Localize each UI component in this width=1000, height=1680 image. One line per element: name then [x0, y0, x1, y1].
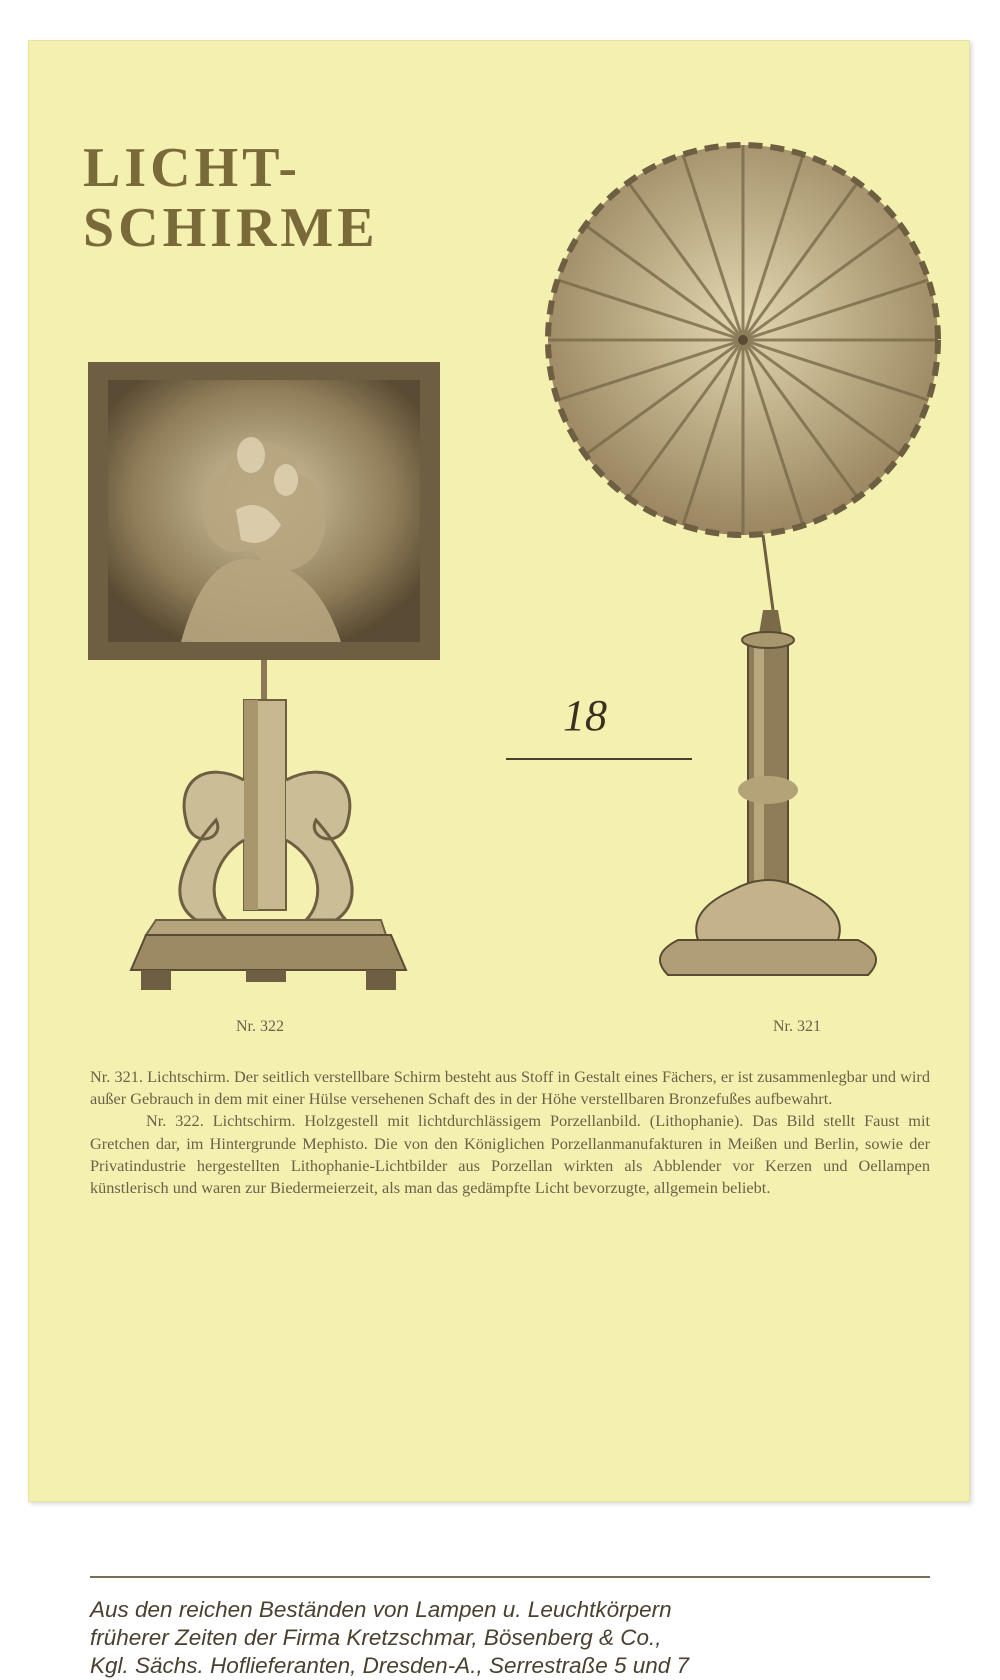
page-number: 18: [563, 691, 607, 740]
imprint-line-2: früherer Zeiten der Firma Kretzschmar, Bösenberg & Co.,: [90, 1625, 662, 1650]
imprint-line-1: Aus den reichen Beständen von Lampen u. Leuchtkörpern: [90, 1597, 672, 1622]
caption-nr-322: Nr. 322: [236, 1018, 284, 1035]
description-text: [90, 1066, 930, 1199]
footer-divider: [90, 1576, 930, 1578]
title-line-1: LICHT-: [83, 137, 302, 199]
title-line-2: SCHIRME: [83, 197, 379, 259]
lithophane-screen-illustration: [86, 360, 446, 1000]
fan-screen-illustration: [508, 140, 943, 1000]
company-imprint: [90, 1596, 932, 1680]
imprint-line-3: Kgl. Sächs. Hoflieferanten, Dresden-A., Serrestraße 5 und 7: [90, 1653, 690, 1678]
caption-nr-321: Nr. 321: [773, 1018, 821, 1035]
description-paragraph-322: Nr. 322. Lichtschirm. Holzgestell mit lichtdurchlässigem Porzellanbild. (Lithophanie). Das Bild stellt Faust mit Gretchen dar, im Hintergrunde Mephisto. Die von den Königlichen Porzellanmanufakturen in Meißen und Berlin, sowie der Privatindustrie hergestellten Lithophanie-Lichtbilder aus Porzellan wirkten als Abblender vor Kerzen und Oellampen künstlerisch und waren zur Biedermeierzeit, als man das gedämpfte Licht bevorzugte, allgemein beliebt.: [90, 1111, 930, 1198]
description-paragraph-321: Nr. 321. Lichtschirm. Der seitlich verstellbare Schirm besteht aus Stoff in Gestalt eines Fächers, er ist zusammenlegbar und wird außer Gebrauch in dem mit einer Hülse versehenen Schaft des in der Höhe verstellbaren Bronzefußes aufbewahrt.: [90, 1067, 930, 1109]
page-number-rule: [506, 758, 692, 760]
page-title: [83, 138, 379, 258]
catalog-card: [28, 40, 970, 1678]
